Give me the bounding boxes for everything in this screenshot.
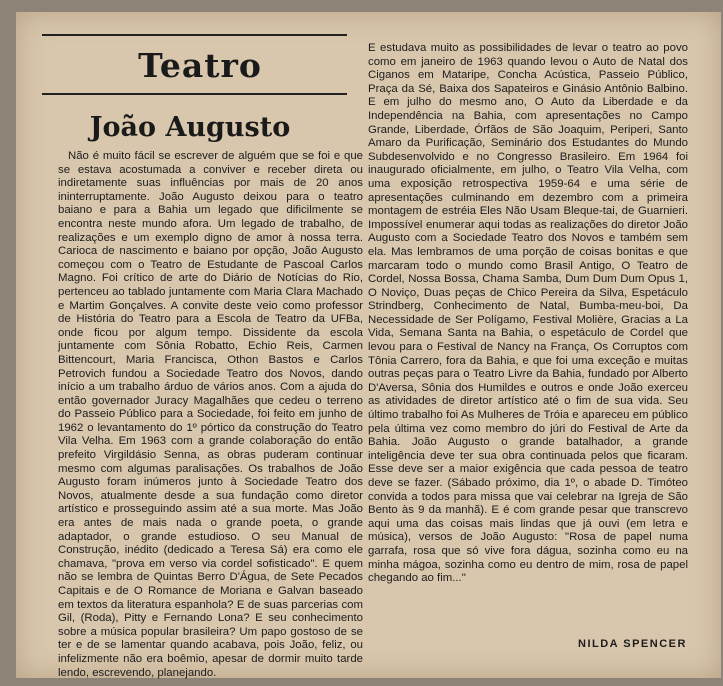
byline: NILDA SPENCER — [578, 638, 687, 650]
section-rule — [42, 93, 347, 95]
article-paragraph: Não é muito fácil se escrever de alguém que se foi e que se estava acostumada a conviver e receber direta ou indiretamente suas influências por mais de 20 anos ininterruptamente. João Augusto deixou para o teatro baiano e para a Bahia um legado que dificilmente se encontra neste mundo afora. Um legado de trabalho, de realizações e um exemplo digno de amor à nossa terra. Carioca de nascimento e baiano por opção, João Augusto começou com o Teatro de Estudante de Pascoal Carlos Magno. Foi crítico de arte do Diário de Notícias do Rio, pertenceu ao tablado juntamente com Maria Clara Machado e Martim Gonçalves. A convite deste veio como professor de História do Teatro para a Escola de Teatro da UFBa, onde ficou por algum tempo. Dissidente da escola juntamente com Sônia Robatto, Echio Reis, Carmen Bittencourt, Maria Francisca, Othon Bastos e Carlos Petrovich fundou a Sociedade Teatro dos Novos, dando início a um trabalho árduo de vários anos. Com a ajuda do então governador Juracy Magalhães que cedeu o terreno do Passeio Público para a Sociedade, foi feito em junho de 1962 o levantamento do 1º pórtico da construção do Teatro Vila Velha. Em 1963 com a grande colaboração do então prefeito Virgildásio Senna, as obras puderam continuar mesmo com algumas paralisações. Os trabalhos de João Augusto foram inúmeros junto à Sociedade Teatro dos Novos, atualmente desde a sua fundação como diretor artístico e prosseguindo assim até a sua morte. Mas João era antes de mais nada o grande poeta, o grande adaptador, o grande estudioso. O seu Manual de Construção, inédito (dedicado a Teresa Sá) era como ele chamava, "prova em verso via cordel sofisticado". E quem não se lembra de Quintas Berro D'Água, de Sete Pecados Capitais e de O Romance de Moriana e Galvan baseado em textos da literatura espanhola? E de suas parcerias com Gil, (Roda), Pitty e Fernando Lona? E seu conhecimento sobre a música popular brasileira? Um papo gostoso de se ter e de se lamentar quando acabava, pois João, feliz, ou infelizmente não era boêmio, apesar de dormir muito tarde lendo, escrevendo, planejando. — [58, 150, 363, 679]
article-column-1 — [58, 150, 363, 680]
section-title: Teatro — [138, 46, 262, 85]
article-paragraph: E estudava muito as possibilidades de levar o teatro ao povo como em janeiro de 1963 quando levou o Auto de Natal dos Ciganos em Mataripe, Concha Acústica, Passeio Público, Praça da Sé, Baixa dos Sapateiros e Ginásio Antônio Balbino. E em julho do mesmo ano, O Auto da Liberdade e da Independência na Bahia, com apresentações no Campo Grande, Liberdade, Órfãos de São Joaquim, Periperi, Santo Amaro da Purificação, Seminário dos Estudantes do Mundo Subdesenvolvido e no Congresso Brasileiro. Em 1964 foi inaugurado oficialmente, em julho, o Teatro Vila Velha, com uma exposição retrospectiva 1959-64 e uma série de apresentações culminando em dezembro com a primeira montagem de estréia Eles Não Usam Bleque-tai, de Guarnieri. Impossível enumerar aqui todas as realizações do diretor João Augusto com a Sociedade Teatro dos Novos e também sem ela. Mas lembramos de uma porção de coisas bonitas e que marcaram todo o mundo como Brasil Antigo, O Teatro de Cordel, Nossa Bossa, Chama Samba, Dum Dum Dum Opus 1, O Noviço, Duas peças de Chico Pereira da Silva, Espetáculo Strindberg, Conhecimento de Natal, Bumba-meu-boi, Da Necessidade de Ser Polígamo, Festival Molière, Gracias a La Vida, Semana Santa na Bahia, o espetáculo de Cordel que levou para o Festival de Nancy na França, Os Corruptos com Tônia Carrero, fora da Bahia, e que foi uma exceção e muitas outras peças para o Teatro Livre da Bahia, fundado por Alberto D'Aversa, Sônia dos Humildes e outros e onde João exerceu as atividades de diretor artístico até o fim de sua vida. Seu último trabalho foi As Mulheres de Tróia e apareceu em público pela última vez como membro do júri do Festival de Arte da Bahia. João Augusto o grande batalhador, a grande inteligência deve ter sua obra continuada pelos que ficaram. Esse deve ser a maior exigência que cada pessoa de teatro deve se fazer. (Sábado próximo, dia 1º, o abade D. Timóteo convida a todos para missa que vai celebrar na Igreja de São Bento às 9 da manhã). E é com grande pesar que transcrevo aqui uma das coisas mais lindas que já ouvi (em letra e música), versos de João Augusto: "Rosa de papel numa garrafa, rosa que só vive fora dágua, sozinha como eu na minha mágoa, sozinha como eu dentro de mim, rosa de papel chegando ao fim..." — [368, 42, 688, 585]
top-rule — [42, 34, 347, 36]
article-column-2 — [368, 42, 688, 586]
article-headline: João Augusto — [89, 112, 291, 143]
